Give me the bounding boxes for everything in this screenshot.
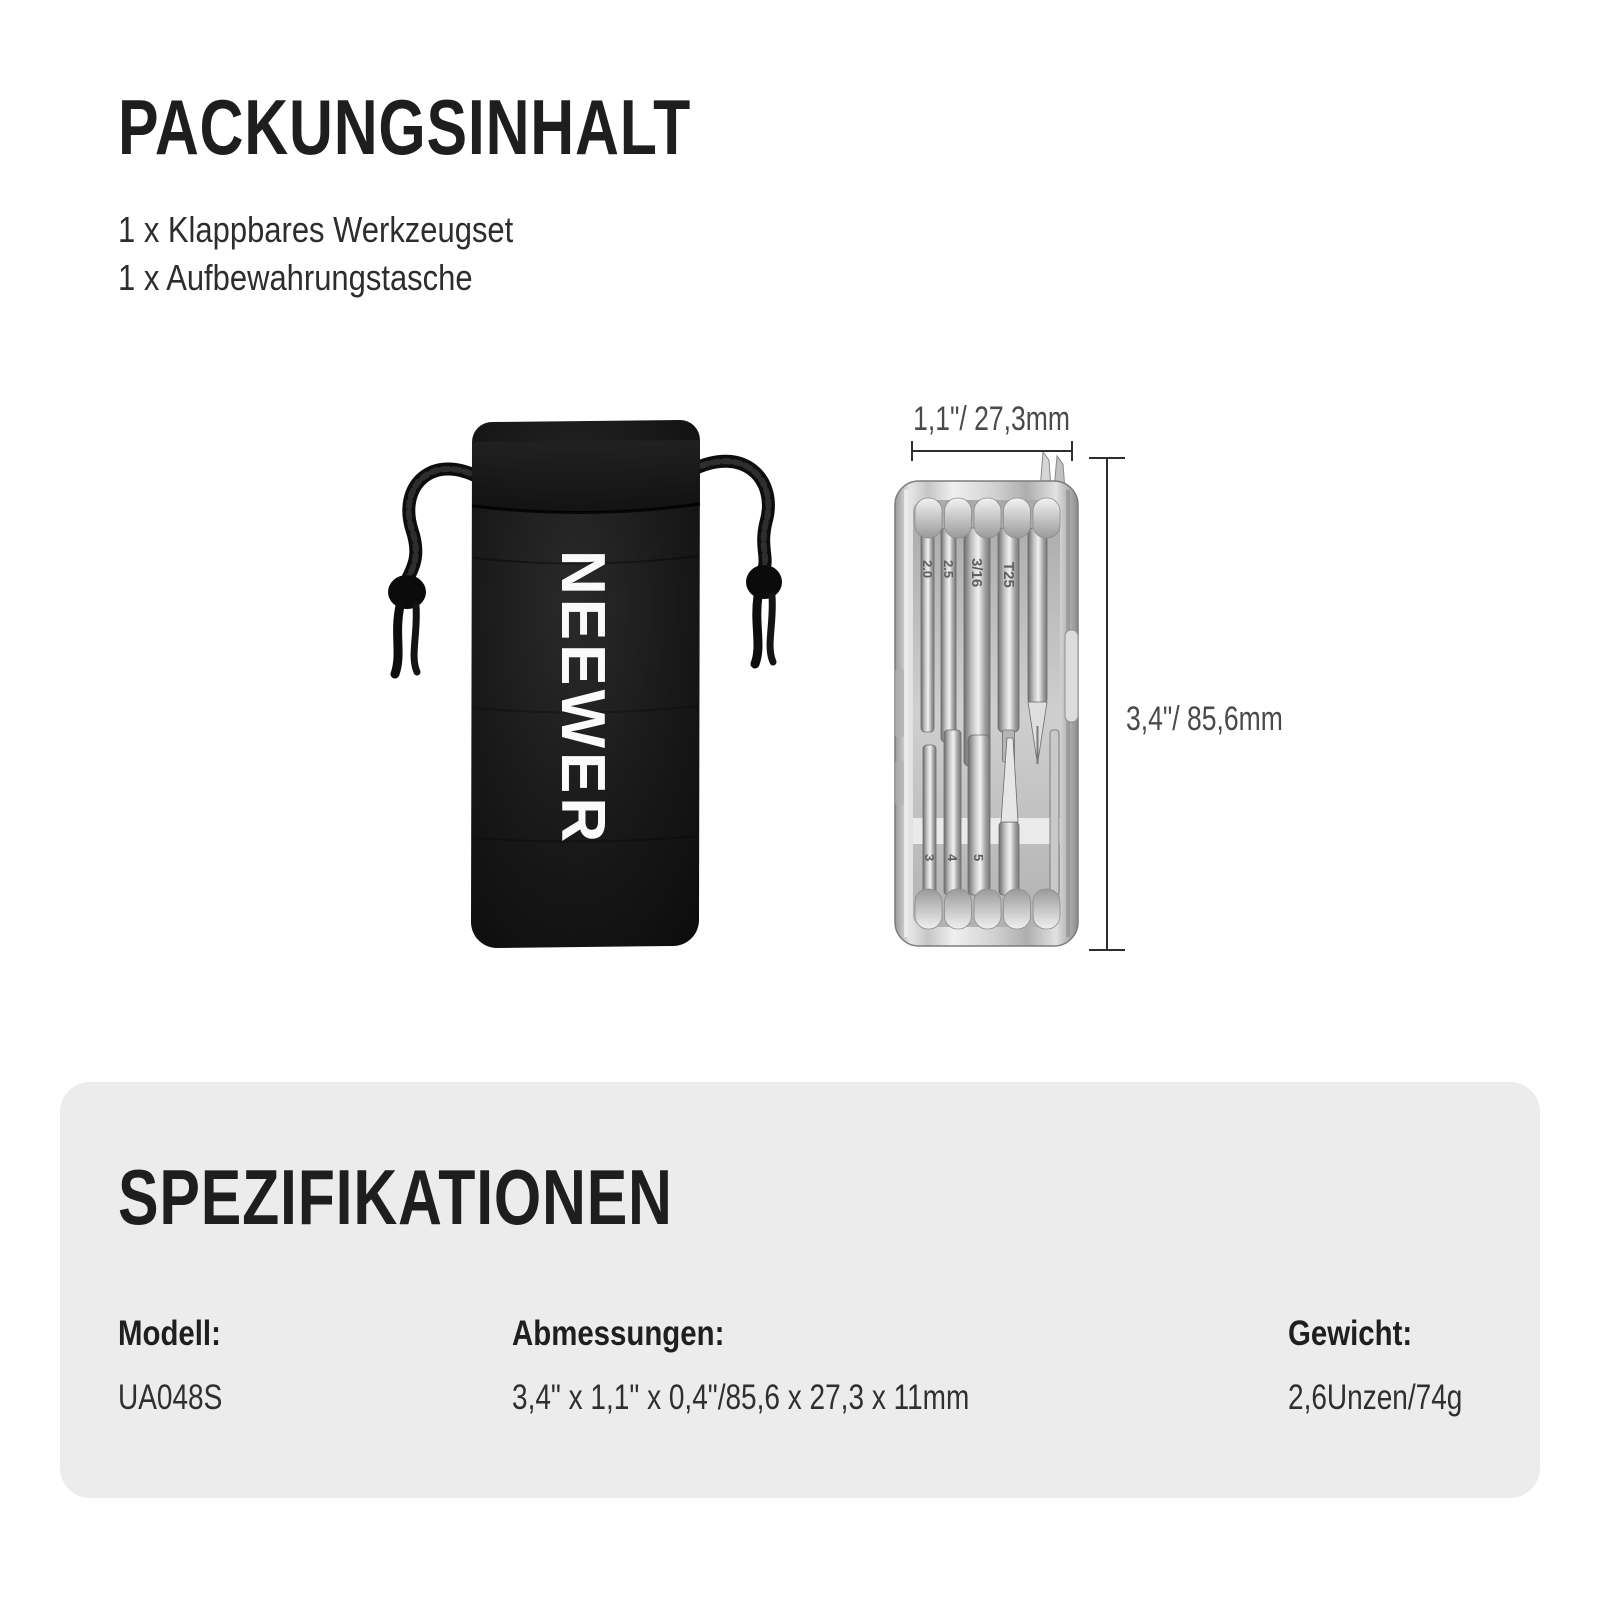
spec-value-weight: 2,6Unzen/74g [1288, 1378, 1463, 1417]
bit-label: 5 [971, 854, 986, 862]
pouch-drawstring-left [388, 469, 480, 674]
bit-label: 3/16 [968, 558, 985, 588]
height-dimension-tick-bottom [1089, 949, 1125, 951]
width-dimension-tick-right [1071, 441, 1073, 461]
height-dimension-line [1106, 458, 1108, 950]
packaging-list [118, 206, 578, 302]
spec-label-model: Modell: [118, 1314, 221, 1353]
pouch-image [362, 408, 808, 968]
spec-column-dimensions [512, 1314, 765, 1354]
bit-label: 3 [922, 854, 937, 862]
width-dimension-label: 1,1"/ 27,3mm [913, 400, 1071, 438]
height-dimension-tick-top [1089, 457, 1125, 459]
spec-value-model: UA048S [118, 1378, 223, 1417]
spec-label-dimensions: Abmessungen: [512, 1314, 725, 1353]
width-dimension-line [912, 450, 1073, 452]
packaging-item-2: 1 x Aufbewahrungstasche [118, 257, 473, 298]
bit-label: 4 [945, 854, 960, 862]
height-dimension-label: 3,4"/ 85,6mm [1126, 700, 1283, 738]
width-dimension-tick-left [911, 441, 913, 461]
pouch-brand-text: NEEWER [548, 550, 617, 847]
bit-label: 2.5 [941, 560, 956, 579]
specifications-title-wrap [118, 1153, 829, 1241]
spec-column-weight [1288, 1314, 1436, 1354]
specifications-title: SPEZIFIKATIONEN [118, 1153, 673, 1241]
spec-label-weight: Gewicht: [1288, 1314, 1413, 1353]
spec-column-model [118, 1314, 240, 1354]
packaging-item-1: 1 x Klappbares Werkzeugset [118, 209, 514, 250]
packaging-section [118, 83, 853, 171]
packaging-title: PACKUNGSINHALT [118, 83, 692, 171]
pouch-drawstring-right [692, 461, 782, 664]
specifications-panel [60, 1082, 1540, 1498]
bit-label: T25 [1000, 562, 1017, 588]
spec-value-dimensions: 3,4" x 1,1" x 0,4"/85,6 x 27,3 x 11mm [512, 1378, 970, 1417]
tool-side-lever [1065, 630, 1078, 722]
tool-knuckles-bottom [915, 889, 1060, 929]
bit-label: 2.0 [920, 560, 935, 579]
tool-knuckles-top [915, 498, 1060, 538]
multitool-image [868, 430, 1118, 960]
